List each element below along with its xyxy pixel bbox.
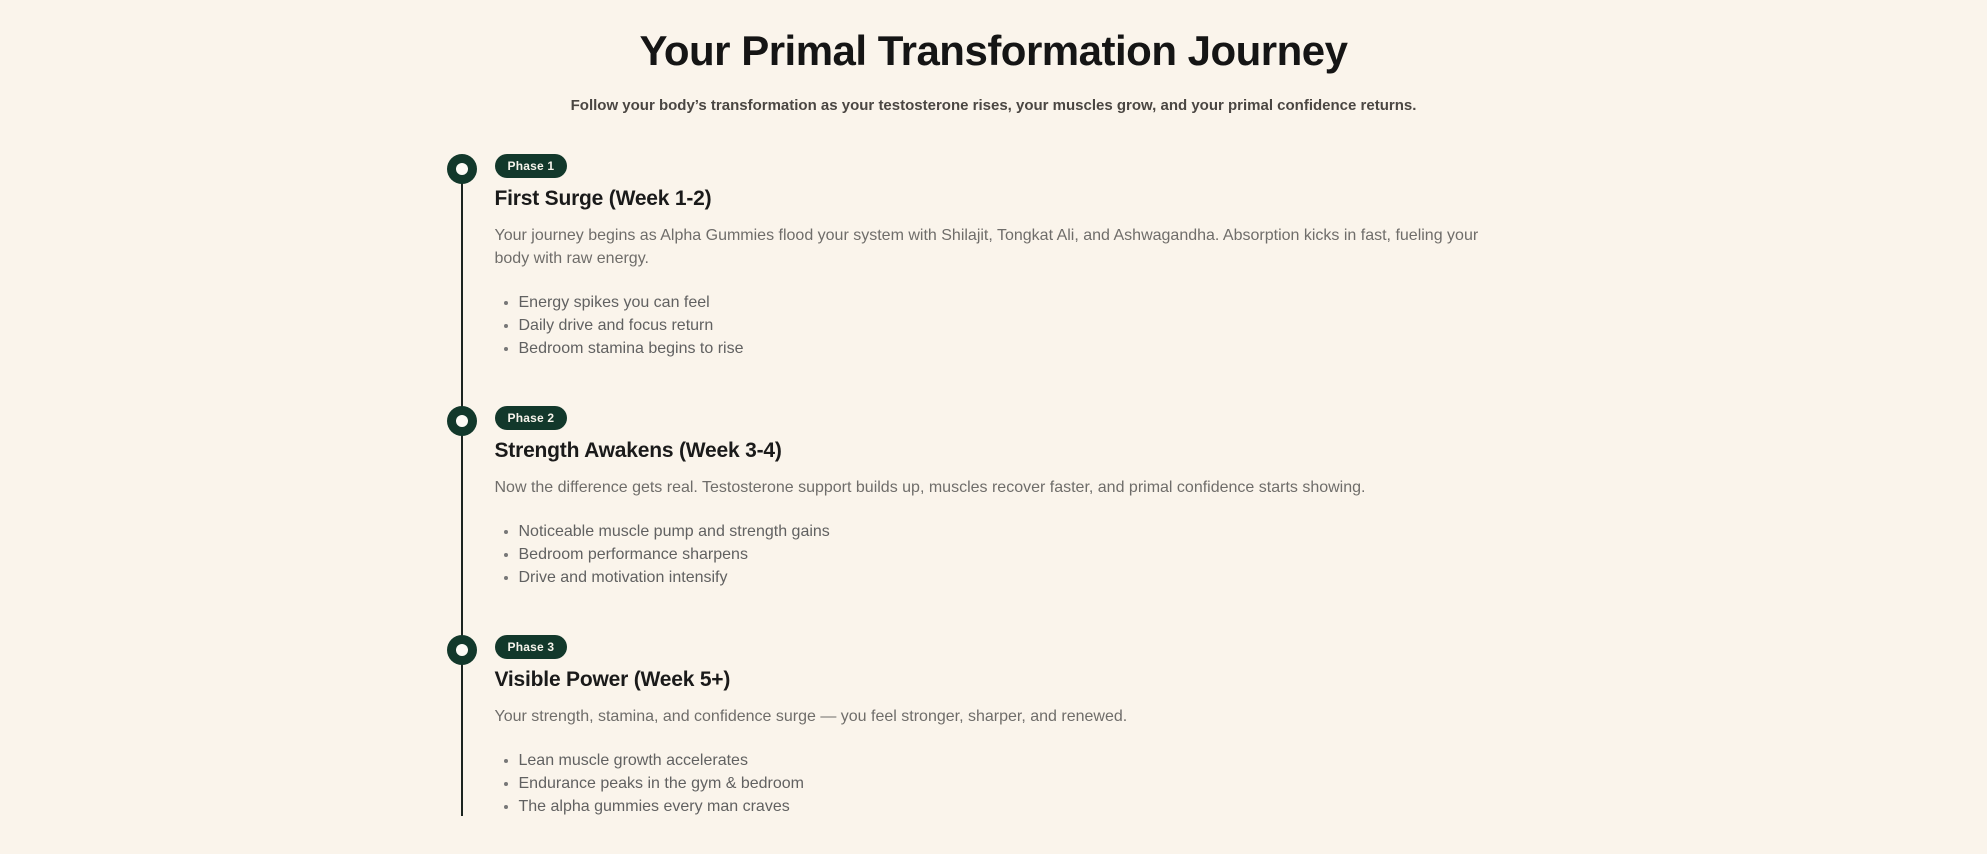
phase-description: Your strength, stamina, and confidence surge — you feel stronger, sharper, and renewed.: [494, 708, 1128, 725]
phase-badge: Phase 3: [495, 635, 568, 659]
timeline: [444, 154, 1544, 818]
phase-title: Visible Power (Week 5+): [494, 668, 731, 691]
phase-benefits-list: [495, 291, 1544, 360]
timeline-phase-item-2: [444, 406, 1544, 589]
page-subtitle: Follow your body’s transformation as your testosterone rises, your muscles grow, and your primal confidence returns.: [570, 97, 1417, 114]
phase-benefits-list: [495, 520, 1544, 589]
phase-marker-icon: [447, 154, 477, 184]
phase-description: Now the difference gets real. Testosterone support builds up, muscles recover faster, and primal confidence starts showing.: [494, 479, 1366, 496]
phase-marker-icon: [447, 635, 477, 665]
phase-badge: Phase 1: [495, 154, 568, 178]
benefit-item: • Bedroom stamina begins to rise: [519, 337, 1544, 360]
phase-title: Strength Awakens (Week 3-4): [494, 439, 782, 462]
phase-marker-icon: [447, 406, 477, 436]
timeline-phase-item-3: [444, 635, 1544, 818]
phase-title: First Surge (Week 1-2): [494, 187, 712, 210]
phase-badge: Phase 2: [495, 406, 568, 430]
benefit-item: • Daily drive and focus return: [519, 314, 1544, 337]
page-title: Your Primal Transformation Journey: [639, 27, 1348, 74]
timeline-phase-item-1: [444, 154, 1544, 360]
transformation-journey-section: [444, 0, 1544, 818]
benefit-item: • The alpha gummies every man craves: [519, 795, 1544, 818]
benefit-item: • Endurance peaks in the gym & bedroom: [519, 772, 1544, 795]
phase-description: Your journey begins as Alpha Gummies flood your system with Shilajit, Tongkat Ali, and Ashwagandha. Absorption kicks in fast, fueling your body with raw energy.: [494, 227, 1479, 267]
benefit-item: • Bedroom performance sharpens: [519, 543, 1544, 566]
benefit-item: • Drive and motivation intensify: [519, 566, 1544, 589]
benefit-item: • Lean muscle growth accelerates: [519, 749, 1544, 772]
benefit-item: • Energy spikes you can feel: [519, 291, 1544, 314]
phase-benefits-list: [495, 749, 1544, 818]
benefit-item: • Noticeable muscle pump and strength gains: [519, 520, 1544, 543]
